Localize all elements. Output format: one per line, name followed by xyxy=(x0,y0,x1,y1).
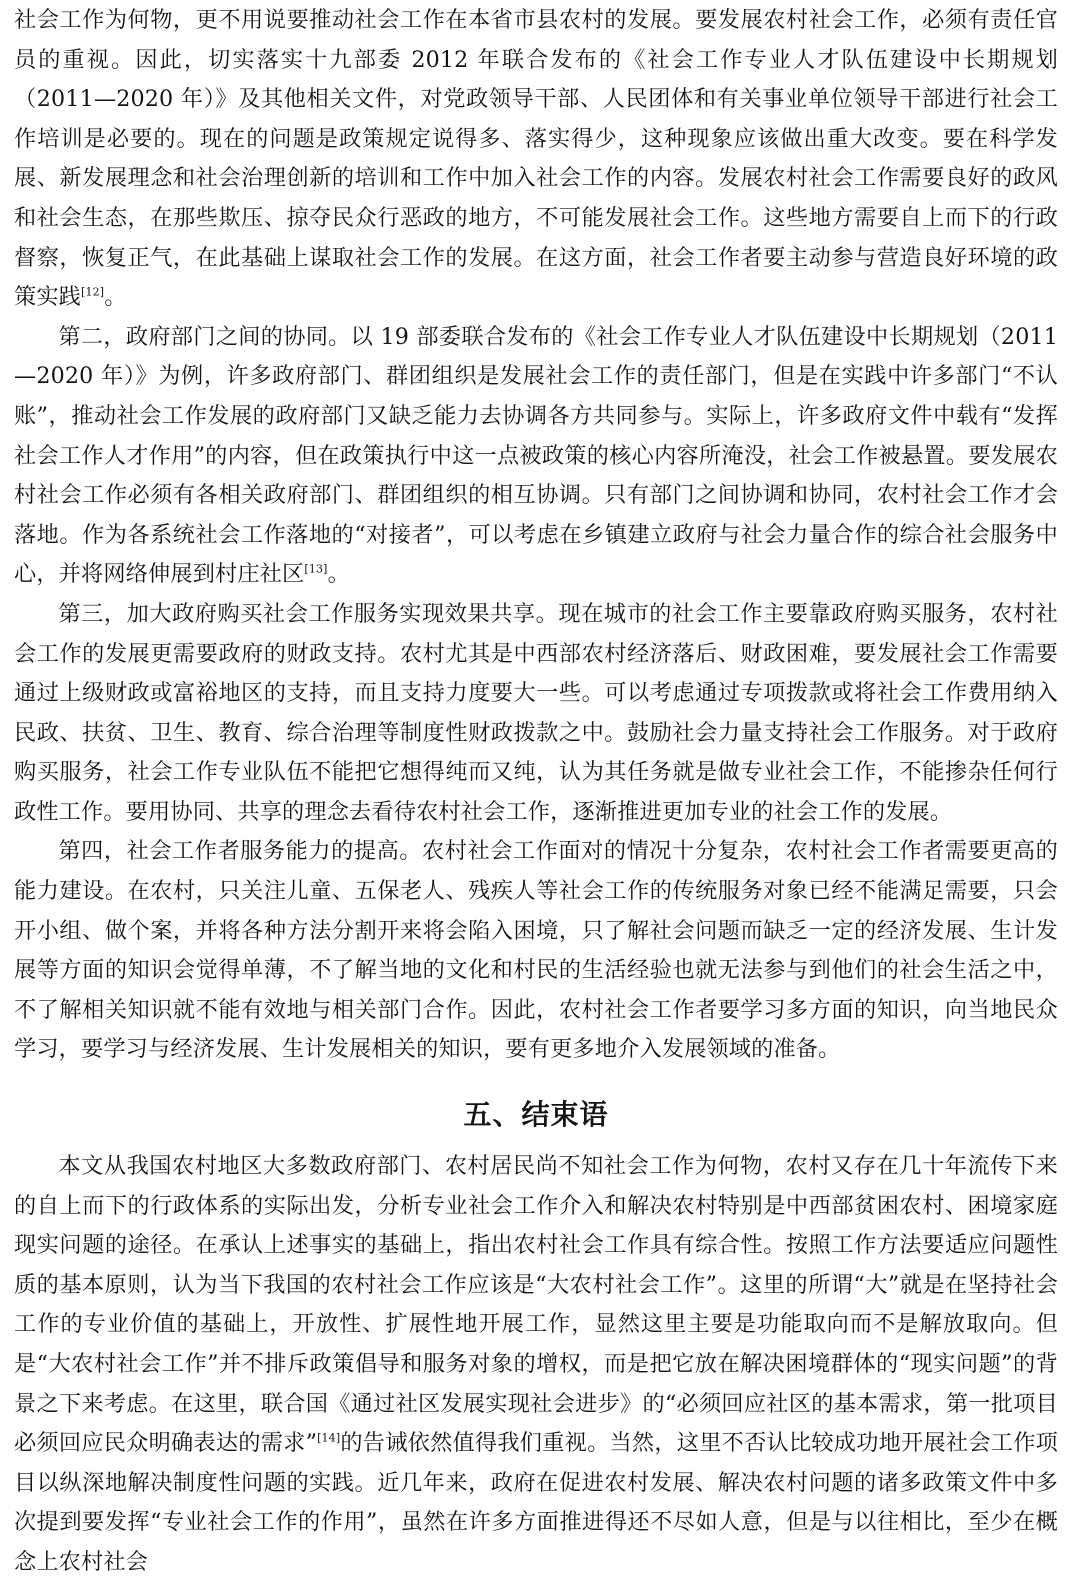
paragraph-text: 第二，政府部门之间的协同。以 19 部委联合发布的《社会工作专业人才队伍建设中长期规划（2011—2020 年）》为例，许多政府部门、群团组织是发展社会工作的责任部门，但是在实践中许多部门“不认账”，推动社会工作发展的政府部门又缺乏能力去协调各方共同参与。实际上，许多政府文件中载有“发挥社会工作人才作用”的内容，但在政策执行中这一点被政策的核心内容所淹没，社会工作被悬置。要发展农村社会工作必须有各相关政府部门、群团组织的相互协调。只有部门之间协调和协同，农村社会工作才会落地。作为各系统社会工作落地的“对接者”，可以考虑在乡镇建立政府与社会力量合作的综合社会服务中心，并将网络伸展到村庄社区 xyxy=(14,323,1058,588)
section-heading: 五、结束语 xyxy=(463,1098,609,1132)
body-text-top xyxy=(14,1,1058,1070)
paragraph-text: 的告诫依然值得我们重视。当然，这里不否认比较成功地开展社会工作项目以纵深地解决制度性问题的实践。近几年来，政府在促进农村发展、解决农村问题的诸多政策文件中多次提到要发挥“专业社会工作的作用”，虽然在许多方面推进得还不尽如人意，但是与以往相比，至少在概念上农村社会 xyxy=(14,1430,1058,1575)
citation-marker: [13] xyxy=(304,562,328,576)
paragraph-text: 社会工作为何物，更不用说要推动社会工作在本省市县农村的发展。要发展农村社会工作，必须有责任官员的重视。因此，切实落实十九部委 2012 年联合发布的《社会工作专业人才队伍建设中长期规划（2011—2020 年）》及其他相关文件，对党政领导干部、人民团体和有关事业单位领导干部进行社会工作培训是必要的。现在的问题是政策规定说得多、落实得少，这种现象应该做出重大改变。要在科学发展、新发展理念和社会治理创新的培训和工作中加入社会工作的内容。发展农村社会工作需要良好的政风和社会生态，在那些欺压、掠夺民众行恶政的地方，不可能发展社会工作。这些地方需要自上而下的行政督察，恢复正气，在此基础上谋取社会工作的发展。在这方面，社会工作者要主动参与营造良好环境的政策实践 xyxy=(14,7,1058,311)
paragraph-text: 本文从我国农村地区大多数政府部门、农村居民尚不知社会工作为何物，农村又存在几十年流传下来的自上而下的行政体系的实际出发，分析专业社会工作介入和解决农村特别是中西部贫困农村、困境家庭现实问题的途径。在承认上述事实的基础上，指出农村社会工作具有综合性。按照工作方法要适应问题性质的基本原则，认为当下我国的农村社会工作应该是“大农村社会工作”。这里的所谓“大”就是在坚持社会工作的专业价值的基础上，开放性、扩展性地开展工作，显然这里主要是功能取向而不是解放取向。但是“大农村社会工作”并不排斥政策倡导和服务对象的增权，而是把它放在解决困境群体的“现实问题”的背景之下来考虑。在这里，联合国《通过社区发展实现社会进步》的“必须回应社区的基本需求，第一批项目必须回应民众明确表达的需求” xyxy=(14,1153,1058,1457)
citation-marker: [14] xyxy=(317,1431,341,1445)
citation-marker: [12] xyxy=(81,285,105,299)
paragraph xyxy=(14,1,1058,318)
body-text-bottom xyxy=(14,1147,1058,1583)
paragraph xyxy=(14,595,1058,833)
paragraph xyxy=(14,832,1058,1070)
paragraph xyxy=(14,318,1058,595)
document-page xyxy=(14,0,1058,1573)
paragraph-text: 第四，社会工作者服务能力的提高。农村社会工作面对的情况十分复杂，农村社会工作者需要更高的能力建设。在农村，只关注儿童、五保老人、残疾人等社会工作的传统服务对象已经不能满足需要，只会开小组、做个案，并将各种方法分割开来将会陷入困境，只了解社会问题而缺乏一定的经济发展、生计发展等方面的知识会觉得单薄，不了解当地的文化和村民的生活经验也就无法参与到他们的社会生活之中，不了解相关知识就不能有效地与相关部门合作。因此，农村社会工作者要学习多方面的知识，向当地民众学习，要学习与经济发展、生计发展相关的知识，要有更多地介入发展领域的准备。 xyxy=(14,838,1058,1063)
paragraph xyxy=(14,1147,1058,1583)
paragraph-text: 第三，加大政府购买社会工作服务实现效果共享。现在城市的社会工作主要靠政府购买服务，农村社会工作的发展更需要政府的财政支持。农村尤其是中西部农村经济落后、财政困难，要发展社会工作需要通过上级财政或富裕地区的支持，而且支持力度要大一些。可以考虑通过专项拨款或将社会工作费用纳入民政、扶贫、卫生、教育、综合治理等制度性财政拨款之中。鼓励社会力量支持社会工作服务。对于政府购买服务，社会工作专业队伍不能把它想得纯而又纯，认为其任务就是做专业社会工作，不能掺杂任何行政性工作。要用协同、共享的理念去看待农村社会工作，逐渐推进更加专业的社会工作的发展。 xyxy=(14,600,1058,825)
paragraph-text: 。 xyxy=(104,284,127,311)
paragraph-text: 。 xyxy=(327,561,350,588)
